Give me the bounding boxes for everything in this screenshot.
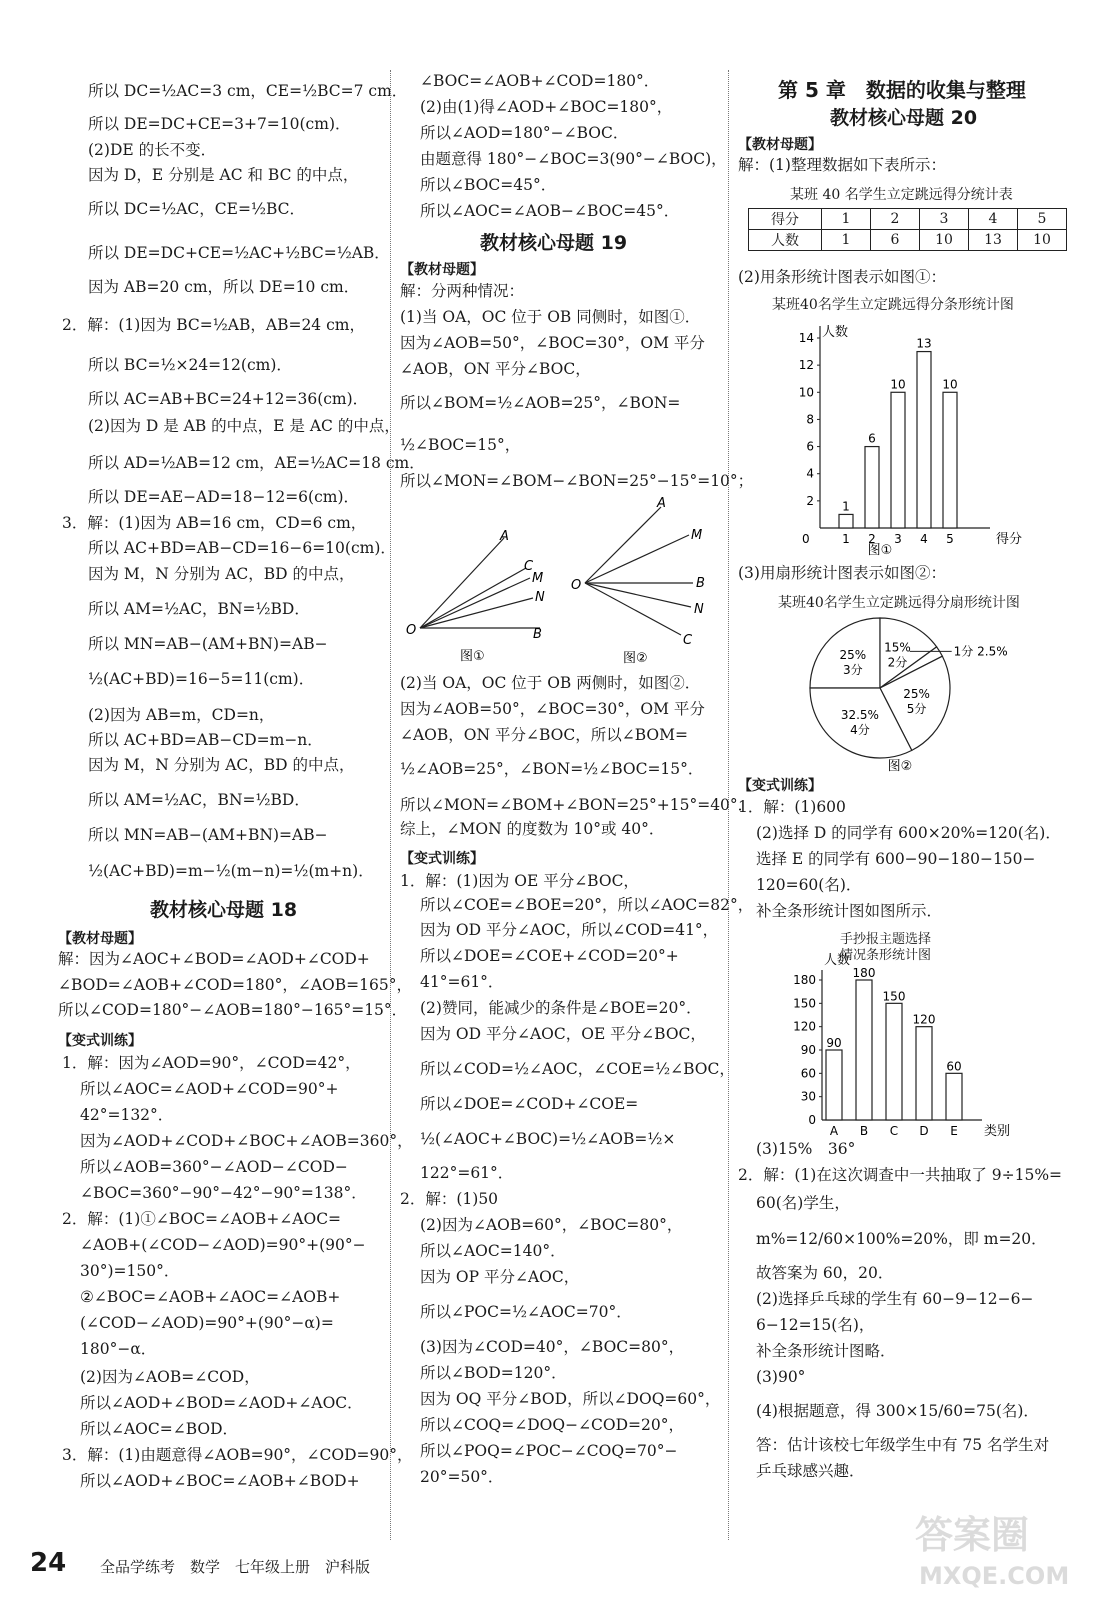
text-line: 故答案为 60，20． — [756, 1264, 894, 1282]
text-line: (4)根据题意，得 300×15/60=75(名)． — [756, 1402, 1039, 1420]
text-line: m%=12/60×100%=20%，即 m=20． — [756, 1230, 1047, 1248]
text-line: ∠AOB+(∠COD−∠AOD)=90°+(90°− — [80, 1236, 366, 1254]
text-line: 因为 OD 平分∠AOC，所以∠COD=41°， — [420, 921, 719, 939]
text-line: 所以 DE=AE−AD=18−12=6(cm)． — [88, 488, 360, 506]
bar-value-label: 10 — [942, 377, 958, 392]
text-line: 所以∠AOC=∠AOD+∠COD=90°+ — [80, 1080, 339, 1098]
text-line: (2)选择 D 的同学有 600×20%=120(名)． — [756, 824, 1061, 842]
text-line: 所以∠BOM=½∠AOB=25°，∠BON= — [400, 394, 681, 412]
table-row — [749, 230, 1067, 251]
label-m: M — [691, 528, 703, 543]
text-line: 所以∠AOC=140°． — [420, 1242, 566, 1260]
y-axis-label: 人数 — [824, 953, 851, 968]
bar-value-label: 13 — [916, 336, 932, 351]
y-tick-label: 90 — [800, 1043, 816, 1057]
text-line: (2)因为∠AOB=60°，∠BOC=80°， — [420, 1216, 683, 1234]
label-o: O — [571, 578, 582, 593]
angle-figure-1 — [400, 500, 560, 670]
text-line: ½(∠AOC+∠BOC)=½∠AOB=½× — [420, 1130, 676, 1148]
text-line: (2)因为∠AOB=∠COD， — [80, 1368, 260, 1386]
page-number: 24 — [30, 1548, 67, 1578]
text-line: 解：分两种情况： — [400, 282, 525, 300]
text-line: 乒乓球感兴趣． — [756, 1462, 865, 1480]
table-row — [749, 209, 1067, 230]
bar — [917, 352, 931, 528]
x-tick-label: D — [919, 1124, 929, 1138]
text-line: 所以∠COD=½∠AOC，∠COE=½∠BOC， — [420, 1060, 735, 1078]
text-line: 因为 M，N 分别为 AC，BD 的中点， — [88, 756, 355, 774]
x-tick-label: C — [889, 1124, 899, 1138]
text-line: 因为 D，E 分别是 AC 和 BC 的中点， — [88, 166, 359, 184]
text-line: 所以 DE=DC+CE=3+7=10(cm)． — [88, 115, 351, 133]
ray-on — [585, 583, 691, 607]
table-title: 某班 40 名学生立定跳远得分统计表 — [790, 187, 1013, 203]
text-line: (2)用条形统计图表示如图①： — [738, 268, 946, 286]
text-line: ∠BOC=360°−90°−42°−90°=138°． — [80, 1184, 367, 1202]
chart-title: 某班40名学生立定跳远得分扇形统计图 — [778, 595, 1020, 611]
table-cell: 4 — [969, 209, 1018, 230]
text-line: 1．解：因为∠AOD=90°，∠COD=42°， — [62, 1054, 361, 1072]
bar-chart-scores — [780, 308, 1023, 558]
section-tag: 【教材母题】 — [58, 931, 142, 947]
text-line: ∠BOD=∠AOB+∠COD=180°，∠AOB=165°， — [58, 976, 412, 994]
x-tick-label: 1 — [842, 532, 850, 546]
text-line: 所以∠POC=½∠AOC=70°． — [420, 1303, 632, 1321]
bar — [865, 447, 879, 528]
table-cell: 2 — [871, 209, 920, 230]
bar — [856, 980, 872, 1120]
label-a: A — [657, 496, 666, 511]
figure-caption: 图① — [460, 649, 485, 664]
section-tag: 【教材母题】 — [400, 262, 484, 278]
text-line: 答：估计该校七年级学生中有 75 名学生对 — [756, 1436, 1050, 1454]
text-line: 所以∠AOC=∠BOD． — [80, 1420, 239, 1438]
bar-value-label: 150 — [882, 989, 906, 1004]
text-line: 所以∠DOE=∠COE+∠COD=20°+ — [420, 947, 679, 965]
chapter-title: 第 5 章 数据的收集与整理 — [778, 78, 1026, 102]
text-line: (3)90° — [756, 1368, 806, 1386]
text-line: (2)赞同，能减少的条件是∠BOE=20°． — [420, 999, 702, 1017]
ray-oa — [585, 507, 661, 583]
text-line: (3)因为∠COD=40°，∠BOC=80°， — [420, 1338, 685, 1356]
bar-value-label: 60 — [946, 1059, 962, 1074]
slice-percent-label: 32.5% — [840, 707, 879, 722]
text-line: 20°=50°． — [420, 1468, 504, 1486]
y-tick-label: 30 — [800, 1089, 816, 1104]
text-line: ∠AOB，ON 平分∠BOC， — [400, 360, 591, 378]
text-line: (3)15% 36° — [756, 1140, 856, 1158]
section-tag: 【教材母题】 — [738, 137, 822, 153]
text-line: 41°=61°． — [420, 973, 504, 991]
slice-category-label: 2分 — [887, 655, 908, 670]
label-o: O — [406, 623, 417, 638]
text-line: 补全条形统计图如图所示． — [756, 902, 943, 920]
x-tick-label: 2 — [868, 532, 876, 546]
text-line: 解：(1)整理数据如下表所示： — [738, 156, 946, 174]
column-divider — [728, 70, 729, 1540]
section-heading: 教材核心母题 18 — [150, 899, 298, 921]
bar — [943, 392, 957, 528]
y-tick-label: 180 — [793, 973, 816, 987]
bar-value-label: 1 — [842, 499, 850, 514]
text-line: 1．解：(1)600 — [738, 798, 846, 816]
slice-category-label: 4分 — [850, 722, 870, 737]
ray-oc — [585, 583, 681, 635]
table-cell: 1 — [822, 230, 871, 251]
text-line: 3．解：(1)因为 AB=16 cm，CD=6 cm， — [62, 514, 367, 532]
x-tick-label: 3 — [894, 532, 902, 546]
text-line: 所以 DC=½AC=3 cm，CE=½BC=7 cm． — [88, 82, 408, 100]
label-n: N — [694, 602, 704, 617]
chart-title: 情况条形统计图 — [840, 948, 932, 963]
text-line: 1．解：(1)因为 OE 平分∠BOC， — [400, 872, 639, 890]
text-line: (2)由(1)得∠AOD+∠BOC=180°， — [420, 98, 673, 116]
label-m: M — [532, 571, 544, 586]
label-b: B — [533, 627, 542, 642]
figure-caption: 图② — [623, 651, 648, 666]
x-tick-label: A — [829, 1124, 839, 1138]
bar — [886, 1003, 902, 1120]
table-cell: 5 — [1018, 209, 1067, 230]
text-line: 解：因为∠AOC+∠BOD=∠AOD+∠COD+ — [58, 950, 370, 968]
text-line: 2．解：(1)50 — [400, 1190, 499, 1208]
slice-percent-label: 15% — [884, 640, 911, 655]
y-tick-label: 12 — [798, 358, 814, 373]
label-c: C — [524, 559, 534, 574]
bar — [916, 1027, 932, 1120]
y-tick-label: 10 — [798, 385, 814, 400]
text-line: 122°=61°． — [420, 1164, 514, 1182]
table-cell: 1 — [822, 209, 871, 230]
slice-percent-label: 25% — [903, 686, 930, 701]
ray-om — [585, 535, 689, 583]
chart-title: 某班40名学生立定跳远得分条形统计图 — [772, 297, 1014, 313]
text-line: 因为 OP 平分∠AOC， — [420, 1268, 580, 1286]
text-line: (2)选择乒乓球的学生有 60−9−12−6− — [756, 1290, 1034, 1308]
text-line: 补全条形统计图略． — [756, 1342, 896, 1360]
column-divider — [390, 70, 391, 1540]
pie-chart-scores — [800, 608, 1040, 772]
section-tag: 【变式训练】 — [738, 778, 822, 794]
bar-value-label: 180 — [852, 966, 876, 980]
text-line: 所以∠AOC=∠AOB−∠BOC=45°． — [420, 202, 680, 220]
bar-value-label: 90 — [826, 1036, 842, 1050]
slice-category-label: 3分 — [842, 662, 863, 677]
table-cell: 10 — [920, 230, 969, 251]
text-line: 120=60(名)． — [756, 876, 862, 894]
bar — [891, 392, 905, 528]
text-line: 所以∠COQ=∠DOQ−∠COD=20°， — [420, 1416, 685, 1434]
label-a: A — [500, 529, 509, 544]
text-line: ∠BOC=∠AOB+∠COD=180°． — [420, 72, 660, 90]
watermark-text: MXQE.COM — [919, 1562, 1070, 1590]
text-line: 所以∠MON=∠BOM+∠BON=25°+15°=40°． — [400, 796, 754, 814]
x-tick-label: 4 — [920, 532, 928, 546]
text-line: 所以 AC+BD=AB−CD=16−6=10(cm)． — [88, 539, 396, 557]
text-line: 3．解：(1)由题意得∠AOB=90°，∠COD=90°， — [62, 1446, 413, 1464]
y-tick-label: 0 — [808, 1113, 816, 1127]
text-line: 所以∠COD=180°−∠AOB=180°−165°=15°． — [58, 1001, 408, 1019]
text-line: 180°−α． — [80, 1340, 157, 1358]
text-line: 因为∠AOB=50°，∠BOC=30°，OM 平分 — [400, 334, 705, 352]
table-cell: 人数 — [749, 230, 822, 251]
text-line: 因为∠AOB=50°，∠BOC=30°，OM 平分 — [400, 700, 705, 718]
score-table — [748, 208, 1067, 251]
x-axis-label: 类别 — [984, 1124, 1011, 1139]
text-line: 所以∠DOE=∠COD+∠COE= — [420, 1095, 639, 1113]
text-line: 所以 MN=AB−(AM+BN)=AB− — [88, 635, 328, 653]
text-line: 所以∠AOB=360°−∠AOD−∠COD− — [80, 1158, 348, 1176]
text-line: 选择 E 的同学有 600−90−180−150− — [756, 850, 1036, 868]
text-line: ½∠BOC=15°， — [400, 436, 521, 454]
text-line: 42°=132°． — [80, 1106, 174, 1124]
text-line: 所以∠POQ=∠POC−∠COQ=70°− — [420, 1442, 678, 1460]
y-axis-label: 人数 — [822, 325, 849, 340]
figure-caption: 图② — [887, 759, 913, 774]
text-line: 因为 AB=20 cm，所以 DE=10 cm． — [88, 278, 360, 296]
text-line: 因为∠AOD+∠COD+∠BOC+∠AOB=360°， — [80, 1132, 413, 1150]
table-cell: 10 — [1018, 230, 1067, 251]
text-line: 6−12=15(名)， — [756, 1316, 875, 1334]
text-line: ½(AC+BD)=m−½(m−n)=½(m+n)． — [88, 862, 374, 880]
slice-label: 1分 2.5% — [953, 644, 1008, 659]
text-line: 所以 BC=½×24=12(cm)． — [88, 356, 292, 374]
ray-oc — [420, 568, 526, 628]
text-line: 综上，∠MON 的度数为 10°或 40°． — [400, 820, 665, 838]
text-line: 所以∠BOC=45°． — [420, 176, 557, 194]
book-title: 全品学练考 数学 七年级上册 沪科版 — [100, 1558, 371, 1576]
text-line: 因为 M，N 分别为 AC，BD 的中点， — [88, 565, 355, 583]
text-line: 所以∠COE=∠BOE=20°，所以∠AOC=82°， — [420, 896, 754, 914]
watermark-logo — [905, 1500, 1095, 1595]
y-tick-label: 8 — [806, 412, 814, 427]
text-line: (1)当 OA，OC 位于 OB 同侧时，如图①． — [400, 308, 701, 326]
text-line: 所以∠AOD+∠BOD=∠AOD+∠AOC． — [80, 1394, 363, 1412]
text-line: 所以∠AOD+∠BOC=∠AOB+∠BOD+ — [80, 1472, 360, 1490]
y-tick-label: 2 — [806, 493, 814, 508]
bar — [946, 1073, 962, 1120]
text-line: 所以∠BOD=120°． — [420, 1364, 567, 1382]
text-line: ½∠AOB=25°，∠BON=½∠BOC=15°． — [400, 760, 704, 778]
text-line: 30°)=150°． — [80, 1262, 180, 1280]
text-line: (2)因为 AB=m，CD=n， — [88, 706, 275, 724]
text-line: 所以 AC=AB+BC=24+12=36(cm)． — [88, 390, 369, 408]
table-cell: 6 — [871, 230, 920, 251]
text-line: 所以∠MON=∠BOM−∠BON=25°−15°=10°； — [400, 472, 754, 490]
text-line: (2)当 OA，OC 位于 OB 两侧时，如图②． — [400, 674, 701, 692]
bar-value-label: 120 — [912, 1012, 936, 1027]
text-line: 60(名)学生， — [756, 1194, 850, 1212]
y-tick-label: 14 — [798, 331, 814, 345]
figure-caption: 图① — [867, 543, 893, 558]
bar — [839, 514, 853, 528]
text-line: 所以 AM=½AC，BN=½BD． — [88, 791, 310, 809]
table-cell: 3 — [920, 209, 969, 230]
chart-title: 手抄报主题选择 — [840, 932, 932, 947]
x-axis-label: 得分 — [996, 532, 1023, 547]
section-tag: 【变式训练】 — [400, 851, 484, 867]
angle-figure-2 — [565, 495, 715, 670]
section-heading: 教材核心母题 19 — [480, 232, 628, 254]
text-line: 2．解：(1)在这次调查中一共抽取了 9÷15%= — [738, 1166, 1063, 1184]
slice-percent-label: 25% — [839, 647, 867, 662]
text-line: 所以 AD=½AB=12 cm，AE=½AC=18 cm． — [88, 454, 425, 472]
bar — [826, 1050, 842, 1120]
text-line: 所以 DE=DC+CE=½AC+½BC=½AB． — [88, 244, 390, 262]
text-line: (2)DE 的长不变． — [88, 141, 217, 159]
label-c: C — [683, 633, 693, 648]
slice-category-label: 5分 — [906, 701, 927, 716]
ray-oa — [420, 538, 504, 628]
text-line: ½(AC+BD)=16−5=11(cm)． — [88, 670, 315, 688]
watermark-text: 答案圈 — [915, 1513, 1030, 1557]
text-line: 由题意得 180°−∠BOC=3(90°−∠BOC)， — [420, 150, 727, 168]
text-line: (3)用扇形统计图表示如图②： — [738, 564, 946, 582]
text-line: ∠AOB，ON 平分∠BOC，所以∠BOM= — [400, 726, 688, 744]
table-cell: 13 — [969, 230, 1018, 251]
x-tick-label: B — [859, 1124, 869, 1138]
label-b: B — [696, 576, 705, 591]
text-line: 所以 DC=½AC，CE=½BC． — [88, 200, 306, 218]
x-tick-label: 5 — [946, 532, 954, 546]
text-line: 所以 AC+BD=AB−CD=m−n． — [88, 731, 323, 749]
text-line: 2．解：(1)因为 BC=½AB，AB=24 cm， — [62, 316, 365, 334]
y-tick-label: 150 — [793, 996, 816, 1011]
text-line: ②∠BOC=∠AOB+∠AOC=∠AOB+ — [80, 1288, 341, 1306]
y-tick-label: 4 — [806, 466, 814, 481]
label-n: N — [535, 590, 545, 605]
bar-value-label: 6 — [868, 431, 876, 446]
text-line: 因为 OD 平分∠AOC，OE 平分∠BOC， — [420, 1025, 706, 1043]
text-line: (∠COD−∠AOD)=90°+(90°−α)= — [80, 1314, 334, 1332]
section-heading: 教材核心母题 20 — [830, 107, 978, 129]
text-line: 所以∠AOD=180°−∠BOC． — [420, 124, 629, 142]
y-tick-label: 60 — [800, 1066, 816, 1081]
y-tick-label: 6 — [806, 439, 814, 454]
text-line: 所以 MN=AB−(AM+BN)=AB− — [88, 826, 328, 844]
bar-value-label: 10 — [890, 377, 906, 392]
table-cell: 得分 — [749, 209, 822, 230]
y-tick-label: 120 — [793, 1019, 816, 1034]
section-tag: 【变式训练】 — [58, 1033, 142, 1049]
text-line: 所以 AM=½AC，BN=½BD． — [88, 600, 310, 618]
x-tick-label: E — [950, 1124, 958, 1138]
text-line: 因为 OQ 平分∠BOD，所以∠DOQ=60°， — [420, 1390, 721, 1408]
text-line: (2)因为 D 是 AB 的中点，E 是 AC 的中点， — [88, 417, 400, 435]
text-line: 2．解：(1)①∠BOC=∠AOB+∠AOC= — [62, 1210, 342, 1228]
origin-label: 0 — [802, 532, 810, 546]
